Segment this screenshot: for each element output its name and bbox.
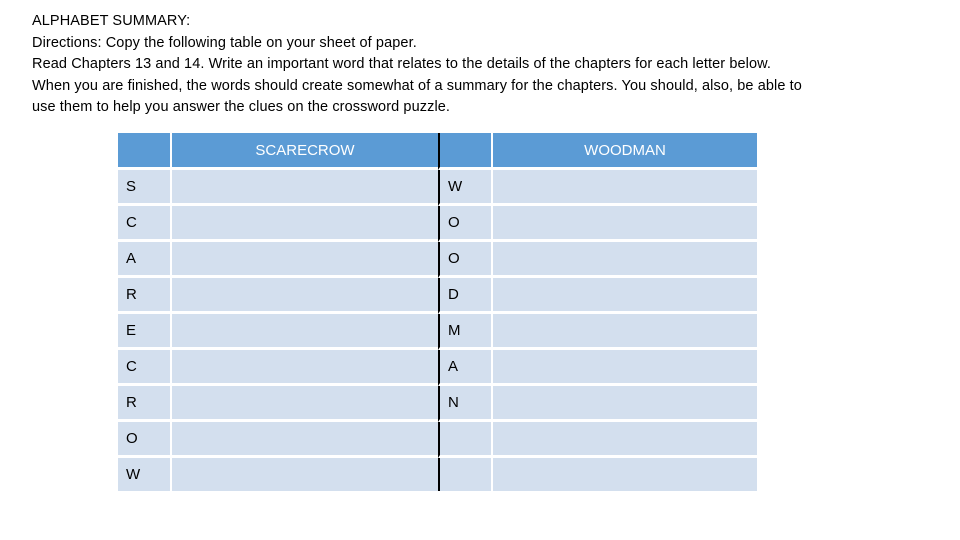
header-woodman: WOODMAN <box>491 133 757 170</box>
instructions-crossword: use them to help you answer the clues on the crossword puzzle. <box>32 99 451 115</box>
instructions <box>32 11 942 119</box>
scarecrow-word-cell <box>170 278 438 314</box>
woodman-letter: A <box>438 350 491 386</box>
scarecrow-word-cell <box>170 170 438 206</box>
scarecrow-word-cell <box>170 422 438 458</box>
table-row <box>118 278 757 314</box>
scarecrow-word-cell <box>170 350 438 386</box>
scarecrow-word-cell <box>170 386 438 422</box>
woodman-letter: D <box>438 278 491 314</box>
scarecrow-letter: R <box>118 386 170 422</box>
instructions-title: ALPHABET SUMMARY: <box>32 13 191 29</box>
table-row <box>118 350 757 386</box>
scarecrow-word-cell <box>170 242 438 278</box>
scarecrow-letter: S <box>118 170 170 206</box>
woodman-word-cell <box>491 278 757 314</box>
scarecrow-letter: C <box>118 350 170 386</box>
scarecrow-word-cell <box>170 206 438 242</box>
woodman-word-cell <box>491 422 757 458</box>
scarecrow-letter: E <box>118 314 170 350</box>
woodman-letter: O <box>438 242 491 278</box>
woodman-word-cell <box>491 458 757 491</box>
header-letter-left <box>118 133 170 170</box>
woodman-word-cell <box>491 350 757 386</box>
woodman-word-cell <box>491 386 757 422</box>
instructions-reading: Read Chapters 13 and 14. Write an important word that relates to the details of the chapters for each letter below. <box>32 56 772 72</box>
table-row <box>118 458 757 491</box>
scarecrow-word-cell <box>170 458 438 491</box>
woodman-letter: N <box>438 386 491 422</box>
table-row <box>118 242 757 278</box>
table-row <box>118 206 757 242</box>
instructions-summary: When you are finished, the words should create somewhat of a summary for the chapters. You should, also, be able to <box>32 77 802 94</box>
scarecrow-letter: W <box>118 458 170 491</box>
woodman-letter <box>438 422 491 458</box>
woodman-letter <box>438 458 491 491</box>
table-row <box>118 422 757 458</box>
woodman-letter: O <box>438 206 491 242</box>
woodman-word-cell <box>491 314 757 350</box>
woodman-word-cell <box>491 170 757 206</box>
woodman-letter: M <box>438 314 491 350</box>
scarecrow-letter: R <box>118 278 170 314</box>
alphabet-summary-table <box>118 133 757 491</box>
table-header-row <box>118 133 757 170</box>
woodman-word-cell <box>491 242 757 278</box>
woodman-letter: W <box>438 170 491 206</box>
table-row <box>118 386 757 422</box>
header-letter-right <box>438 133 491 170</box>
instructions-directions: Directions: Copy the following table on your sheet of paper. <box>32 34 417 51</box>
woodman-word-cell <box>491 206 757 242</box>
table-row <box>118 314 757 350</box>
scarecrow-word-cell <box>170 314 438 350</box>
header-scarecrow: SCARECROW <box>170 133 438 170</box>
table-row <box>118 170 757 206</box>
scarecrow-letter: C <box>118 206 170 242</box>
scarecrow-letter: O <box>118 422 170 458</box>
scarecrow-letter: A <box>118 242 170 278</box>
